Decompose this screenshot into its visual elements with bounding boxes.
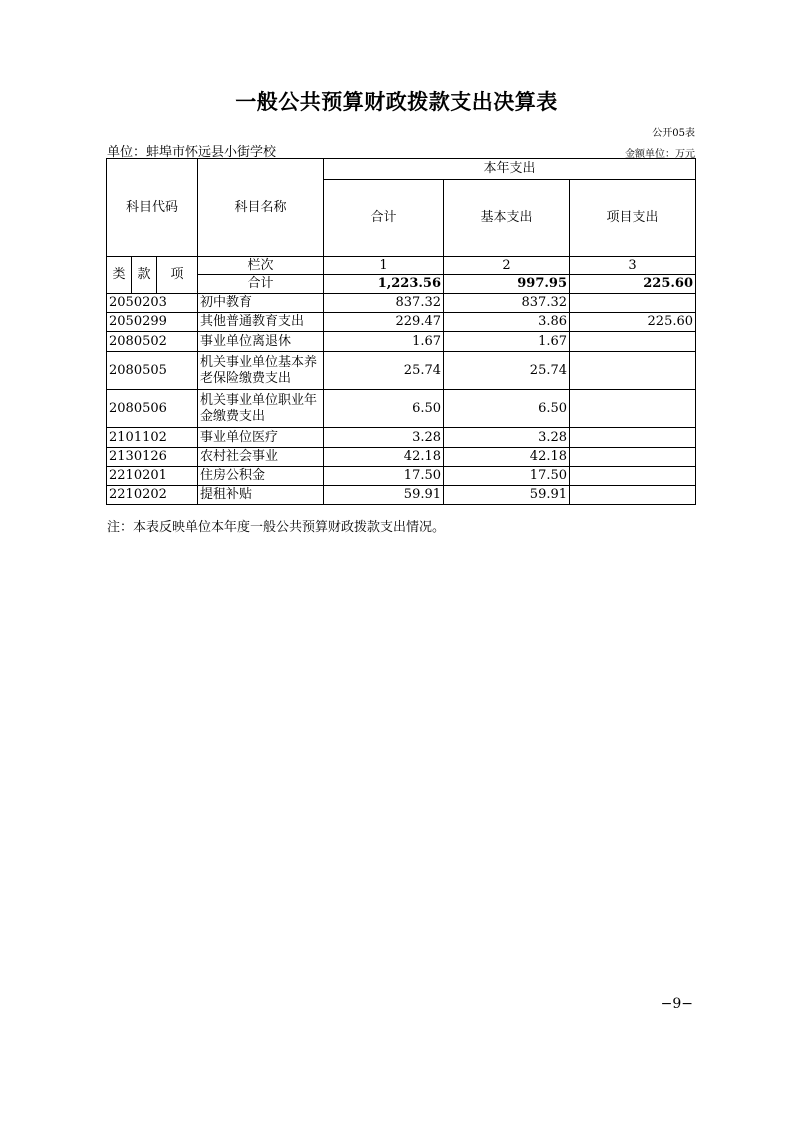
table-row bbox=[107, 467, 696, 486]
table-row bbox=[107, 352, 696, 390]
page-title: 一般公共预算财政拨款支出决算表 bbox=[235, 90, 558, 114]
table-row bbox=[107, 390, 696, 428]
row-basic: 3.28 bbox=[444, 428, 570, 448]
row-name: 农村社会事业 bbox=[198, 448, 324, 467]
table-note: 注：本表反映单位本年度一般公共预算财政拨款支出情况。 bbox=[107, 520, 446, 535]
row-project bbox=[570, 428, 696, 448]
row-project bbox=[570, 467, 696, 486]
row-code: 2210202 bbox=[107, 486, 198, 505]
row-total: 837.32 bbox=[324, 294, 444, 313]
row-project bbox=[570, 352, 696, 390]
row-basic: 6.50 bbox=[444, 390, 570, 428]
row-project: 225.60 bbox=[570, 313, 696, 332]
row-code: 2080505 bbox=[107, 352, 198, 390]
header-xiang: 项 bbox=[157, 257, 198, 294]
row-basic: 837.32 bbox=[444, 294, 570, 313]
row-code: 2101102 bbox=[107, 428, 198, 448]
row-code: 2080506 bbox=[107, 390, 198, 428]
row-basic: 59.91 bbox=[444, 486, 570, 505]
table-row bbox=[107, 428, 696, 448]
table-row bbox=[107, 313, 696, 332]
row-name: 机关事业单位基本养老保险缴费支出 bbox=[198, 352, 324, 390]
row-basic: 17.50 bbox=[444, 467, 570, 486]
header-lei: 类 bbox=[107, 257, 132, 294]
page-number: −9− bbox=[660, 996, 693, 1012]
header-basic: 基本支出 bbox=[444, 180, 570, 257]
row-total: 1.67 bbox=[324, 332, 444, 352]
table-row bbox=[107, 486, 696, 505]
row-total: 42.18 bbox=[324, 448, 444, 467]
header-col3: 3 bbox=[570, 257, 696, 275]
row-name: 其他普通教育支出 bbox=[198, 313, 324, 332]
row-name: 初中教育 bbox=[198, 294, 324, 313]
amount-unit-label: 金额单位：万元 bbox=[625, 149, 695, 160]
row-code: 2130126 bbox=[107, 448, 198, 467]
row-total: 59.91 bbox=[324, 486, 444, 505]
row-name: 机关事业单位职业年金缴费支出 bbox=[198, 390, 324, 428]
table-row bbox=[107, 332, 696, 352]
unit-label: 单位：蚌埠市怀远县小街学校 bbox=[107, 145, 277, 160]
row-code: 2050203 bbox=[107, 294, 198, 313]
row-basic: 3.86 bbox=[444, 313, 570, 332]
total-row-total: 1,223.56 bbox=[324, 275, 444, 294]
total-row-label: 合计 bbox=[198, 275, 324, 294]
row-total: 3.28 bbox=[324, 428, 444, 448]
row-total: 17.50 bbox=[324, 467, 444, 486]
row-total: 6.50 bbox=[324, 390, 444, 428]
row-name: 事业单位离退休 bbox=[198, 332, 324, 352]
row-project bbox=[570, 486, 696, 505]
header-total: 合计 bbox=[324, 180, 444, 257]
header-lanci: 栏次 bbox=[198, 257, 324, 275]
header-subject-code: 科目代码 bbox=[107, 159, 198, 257]
header-project: 项目支出 bbox=[570, 180, 696, 257]
row-project bbox=[570, 390, 696, 428]
total-row-basic: 997.95 bbox=[444, 275, 570, 294]
row-basic: 1.67 bbox=[444, 332, 570, 352]
row-name: 住房公积金 bbox=[198, 467, 324, 486]
header-subject-name: 科目名称 bbox=[198, 159, 324, 257]
row-code: 2050299 bbox=[107, 313, 198, 332]
row-name: 提租补贴 bbox=[198, 486, 324, 505]
form-number: 公开05表 bbox=[652, 128, 695, 139]
total-row-project: 225.60 bbox=[570, 275, 696, 294]
row-project bbox=[570, 332, 696, 352]
row-total: 25.74 bbox=[324, 352, 444, 390]
row-code: 2080502 bbox=[107, 332, 198, 352]
row-basic: 25.74 bbox=[444, 352, 570, 390]
header-col2: 2 bbox=[444, 257, 570, 275]
header-kuan: 款 bbox=[132, 257, 157, 294]
row-code: 2210201 bbox=[107, 467, 198, 486]
row-name: 事业单位医疗 bbox=[198, 428, 324, 448]
row-basic: 42.18 bbox=[444, 448, 570, 467]
table-row bbox=[107, 294, 696, 313]
header-year-expense: 本年支出 bbox=[324, 159, 696, 180]
row-project bbox=[570, 448, 696, 467]
row-total: 229.47 bbox=[324, 313, 444, 332]
table-row bbox=[107, 448, 696, 467]
expenditure-table bbox=[106, 158, 696, 505]
header-col1: 1 bbox=[324, 257, 444, 275]
row-project bbox=[570, 294, 696, 313]
